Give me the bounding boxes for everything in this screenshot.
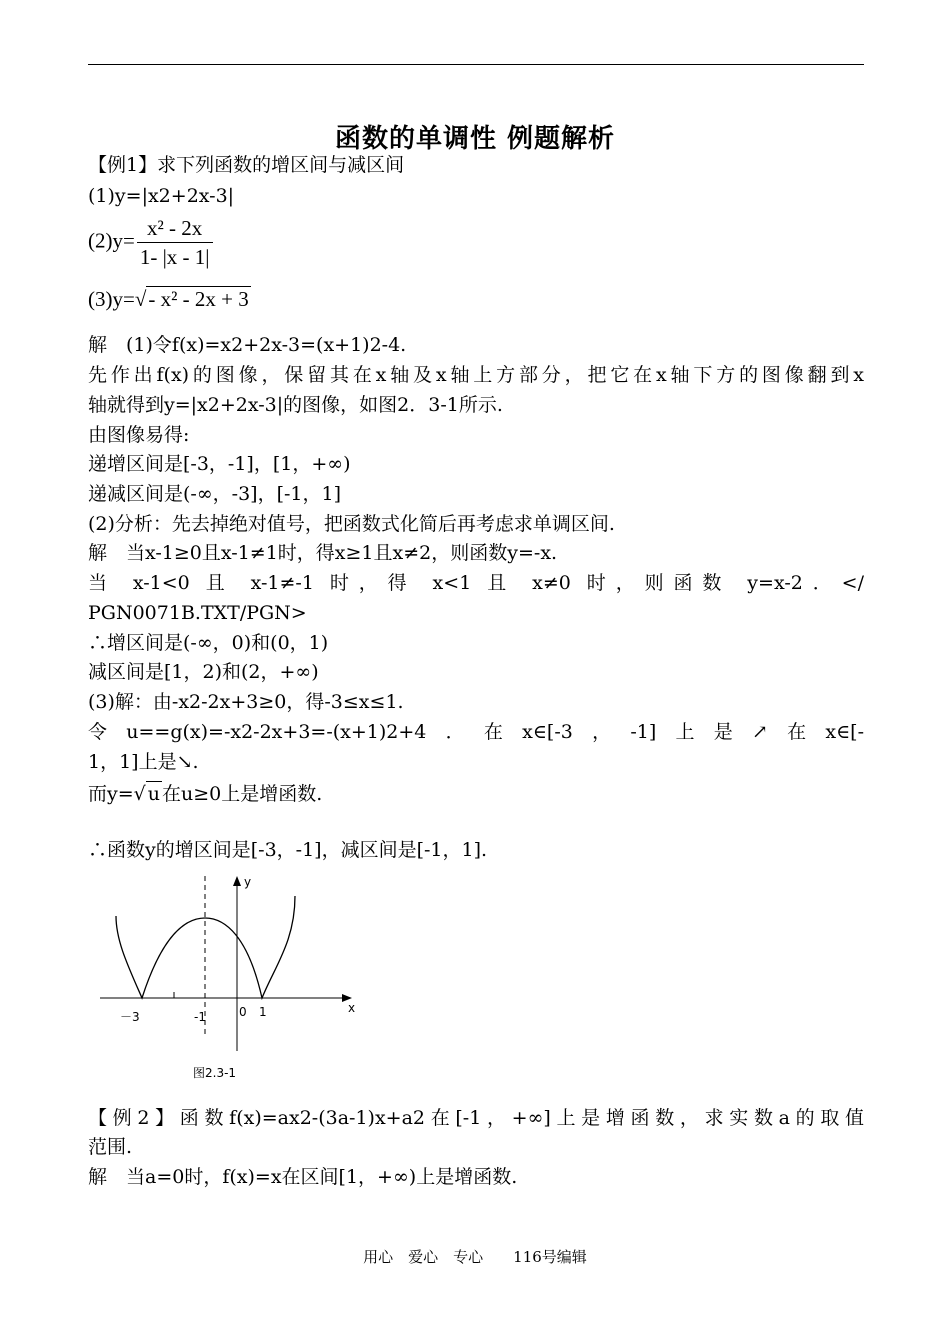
origin-label: 0	[239, 1005, 247, 1019]
function-curve	[116, 896, 295, 998]
problem-3-prefix: (3)y=	[88, 287, 135, 311]
fraction-numerator: x² - 2x	[137, 216, 213, 243]
example-2-heading: 【例2】函数f(x)=ax2-(3a-1)x+a2在[-1，+∞]上是增函数，求实数a的取值	[88, 1107, 864, 1129]
solution-3-conclusion: ∴函数y的增区间是[-3，-1]，减区间是[-1，1].	[88, 839, 488, 861]
header-rule	[88, 64, 864, 65]
sqrt-u-suffix: 在u≥0上是增函数.	[162, 783, 323, 805]
solution-1-line-3: 轴就得到y=|x2+2x-3|的图像，如图2．3-1所示.	[88, 394, 503, 416]
example-2-solution-1: 解 当a=0时，f(x)=x在区间[1，+∞)上是增函数.	[88, 1166, 518, 1188]
sqrt-icon: √	[133, 783, 146, 805]
problem-2-prefix: (2)y=	[88, 228, 135, 253]
solution-2-decreasing: 减区间是[1，2)和(2，+∞)	[88, 661, 319, 683]
solution-2-line-2: 当 x-1<0 且 x-1≠-1 时，得 x<1 且 x≠0 时，则函数 y=x-2．</	[88, 572, 864, 594]
sqrt-u-prefix: 而y=	[88, 783, 134, 805]
page-title: 函数的单调性 例题解析	[334, 124, 616, 154]
tick-label-minus-1: -1	[194, 1010, 206, 1024]
increasing-intervals: 递增区间是[-3，-1]，[1，+∞)	[88, 453, 351, 475]
solution-3-line-2: 令u==g(x)=-x2-2x+3=-(x+1)2+4．在x∈[-3，-1]上是↗在x∈[-	[88, 721, 864, 743]
tick-label-1: 1	[259, 1005, 267, 1019]
x-axis-label: x	[348, 1001, 356, 1015]
solution-1-line-4: 由图像易得:	[88, 424, 190, 446]
example-1-heading: 【例1】求下列函数的增区间与减区间	[88, 154, 405, 176]
solution-2-line-1: 解 当x-1≥0且x-1≠1时，得x≥1且x≠2，则函数y=-x.	[88, 542, 558, 564]
solution-3-line-4	[88, 781, 322, 806]
solution-2-line-3: PGN0071B.TXT/PGN>	[88, 602, 307, 624]
figure-caption: 图2.3-1	[193, 1066, 237, 1080]
page-footer: 用心 爱心 专心 116号编辑	[363, 1248, 587, 1266]
radicand-u: u	[147, 783, 161, 805]
solution-2-increasing: ∴增区间是(-∞，0)和(0，1)	[88, 632, 329, 654]
example-2-heading-cont: 范围.	[88, 1136, 133, 1158]
analysis-2: (2)分析：先去掉绝对值号，把函数式化简后再考虑求单调区间.	[88, 513, 615, 535]
y-axis-arrow-icon	[233, 876, 241, 886]
problem-2	[88, 216, 213, 269]
solution-3-line-1: (3)解：由-x2-2x+3≥0，得-3≤x≤1.	[88, 691, 404, 713]
solution-1-line-2: 先作出f(x)的图像，保留其在x轴及x轴上方部分，把它在x轴下方的图像翻到x	[88, 364, 864, 386]
y-axis-label: y	[244, 875, 252, 889]
tick-label-minus-3: －3	[120, 1010, 140, 1024]
decreasing-intervals: 递减区间是(-∞，-3]，[-1，1]	[88, 483, 342, 505]
radicand: - x² - 2x + 3	[148, 287, 249, 311]
problem-3	[88, 286, 251, 311]
problem-1: (1)y=|x2+2x-3|	[88, 185, 235, 207]
sqrt-icon: √	[134, 287, 147, 311]
problem-2-fraction	[137, 216, 213, 269]
solution-3-line-3: 1，1]上是↘.	[88, 751, 199, 773]
solution-1-line-1: 解 (1)令f(x)=x2+2x-3=(x+1)2-4.	[88, 334, 407, 356]
figure-graph	[90, 866, 370, 1086]
fraction-denominator: 1- |x - 1|	[139, 245, 210, 269]
